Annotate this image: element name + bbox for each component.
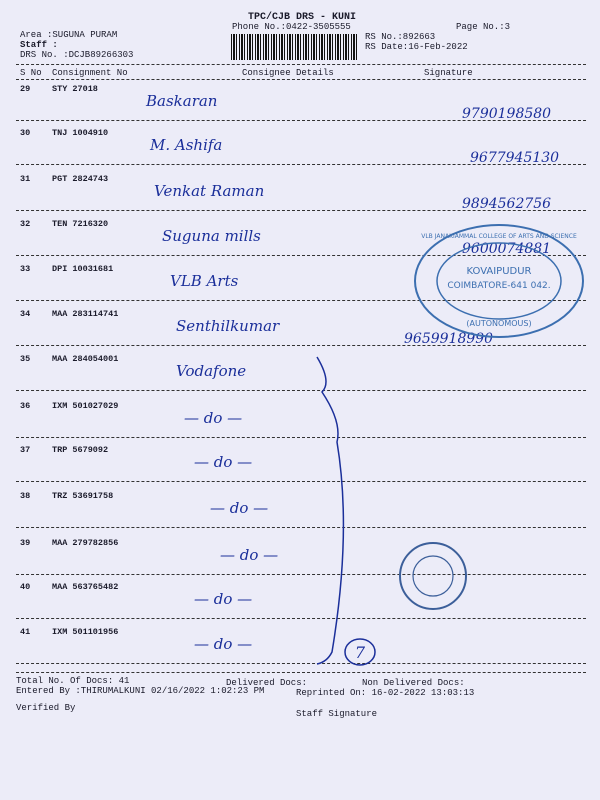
row-sno: 31 [20, 174, 31, 184]
row-consignee-handwritten: Senthilkumar [176, 317, 280, 335]
row-consignee-handwritten: — do — [194, 635, 253, 653]
non-delivered-docs: Non Delivered Docs: [362, 678, 465, 688]
drs-number: DRS No. :DCJB89266303 [20, 50, 134, 60]
row-divider [16, 481, 586, 482]
row-divider [16, 437, 586, 438]
reprinted-on: Reprinted On: 16-02-2022 13:03:13 [296, 688, 475, 698]
row-signature-phone: 9659918990 [404, 331, 494, 347]
college-stamp [412, 222, 586, 340]
stamp-line3: COIMBATORE-641 042. [447, 281, 551, 291]
row-consignee-handwritten: — do — [194, 453, 253, 471]
row-consignment-no: STY 27018 [52, 84, 98, 94]
stamp-line2: KOVAIPUDUR [466, 266, 532, 277]
row-consignee-handwritten: M. Ashifa [150, 136, 223, 154]
col-signature: Signature [424, 68, 473, 78]
divider [16, 64, 586, 65]
row-consignment-no: TRP 5679092 [52, 445, 109, 455]
row-consignment-no: MAA 563765482 [52, 582, 119, 592]
rs-number: RS No.:892663 [365, 32, 436, 42]
row-consignment-no: IXM 501027029 [52, 401, 119, 411]
row-consignment-no: TNJ 1004910 [52, 128, 109, 138]
row-signature-phone: 9894562756 [462, 196, 552, 212]
row-divider [16, 663, 586, 664]
total-docs: Total No. Of Docs: 41 [16, 676, 130, 686]
row-consignment-no: IXM 501101956 [52, 627, 119, 637]
row-divider [16, 390, 586, 391]
row-sno: 30 [20, 128, 31, 138]
row-sno: 33 [20, 264, 31, 274]
row-consignment-no: MAA 283114741 [52, 309, 119, 319]
row-divider [16, 345, 586, 346]
circled-count [342, 636, 378, 668]
row-sno: 29 [20, 84, 31, 94]
row-sno: 37 [20, 445, 31, 455]
row-sno: 41 [20, 627, 31, 637]
row-consignment-no: PGT 2824743 [52, 174, 109, 184]
document-title: TPC/CJB DRS - KUNI [248, 12, 357, 23]
row-divider [16, 120, 586, 121]
row-consignment-no: MAA 279782856 [52, 538, 119, 548]
row-divider [16, 164, 586, 165]
row-sno: 32 [20, 219, 31, 229]
row-consignee-handwritten: Suguna mills [162, 227, 261, 245]
row-consignment-no: DPI 10031681 [52, 264, 114, 274]
row-divider [16, 210, 586, 211]
row-consignee-handwritten: — do — [194, 590, 253, 608]
rs-date: RS Date:16-Feb-2022 [365, 42, 468, 52]
row-signature-phone: 9677945130 [470, 150, 560, 166]
row-divider [16, 618, 586, 619]
page-number: Page No.:3 [456, 22, 511, 32]
row-signature-phone: 9600074881 [462, 241, 552, 257]
row-sno: 39 [20, 538, 31, 548]
col-sno: S No [20, 68, 42, 78]
staff-signature: Staff Signature [296, 709, 378, 719]
row-consignee-handwritten: Vodafone [176, 362, 247, 380]
round-stamp [398, 536, 468, 616]
row-sno: 36 [20, 401, 31, 411]
staff-label: Staff : [20, 40, 58, 50]
entered-by: Entered By :THIRUMALKUNI 02/16/2022 1:02:23 PM [16, 686, 265, 696]
stamp-line4: (AUTONOMOUS) [466, 319, 532, 328]
verified-by: Verified By [16, 703, 76, 713]
row-sno: 40 [20, 582, 31, 592]
divider [16, 79, 586, 80]
col-consignment: Consignment No [52, 68, 128, 78]
delivered-docs: Delivered Docs: [226, 678, 308, 688]
row-divider [16, 574, 586, 575]
row-sno: 34 [20, 309, 31, 319]
row-divider [16, 527, 586, 528]
row-sno: 35 [20, 354, 31, 364]
col-consignee: Consignee Details [242, 68, 334, 78]
barcode [231, 34, 359, 60]
row-consignment-no: TEN 7216320 [52, 219, 109, 229]
row-consignee-handwritten: Baskaran [146, 92, 218, 110]
row-consignee-handwritten: — do — [220, 546, 279, 564]
row-signature-phone: 9790198580 [462, 106, 552, 122]
phone-number: Phone No.:0422-3505555 [232, 22, 351, 32]
row-consignment-no: MAA 284054001 [52, 354, 119, 364]
row-consignee-handwritten: — do — [184, 409, 243, 427]
divider [16, 672, 586, 673]
row-consignment-no: TRZ 53691758 [52, 491, 114, 501]
row-consignee-handwritten: Venkat Raman [154, 182, 265, 200]
stamp-line1: VLB JANAKIAMMAL COLLEGE OF ARTS AND SCIENCE [421, 233, 577, 240]
circled-number: 7 [354, 643, 366, 662]
row-consignee-handwritten: VLB Arts [170, 272, 239, 290]
row-consignee-handwritten: — do — [210, 499, 269, 517]
row-sno: 38 [20, 491, 31, 501]
area-label: Area :SUGUNA PURAM [20, 30, 118, 40]
bracket-mark [312, 352, 382, 672]
